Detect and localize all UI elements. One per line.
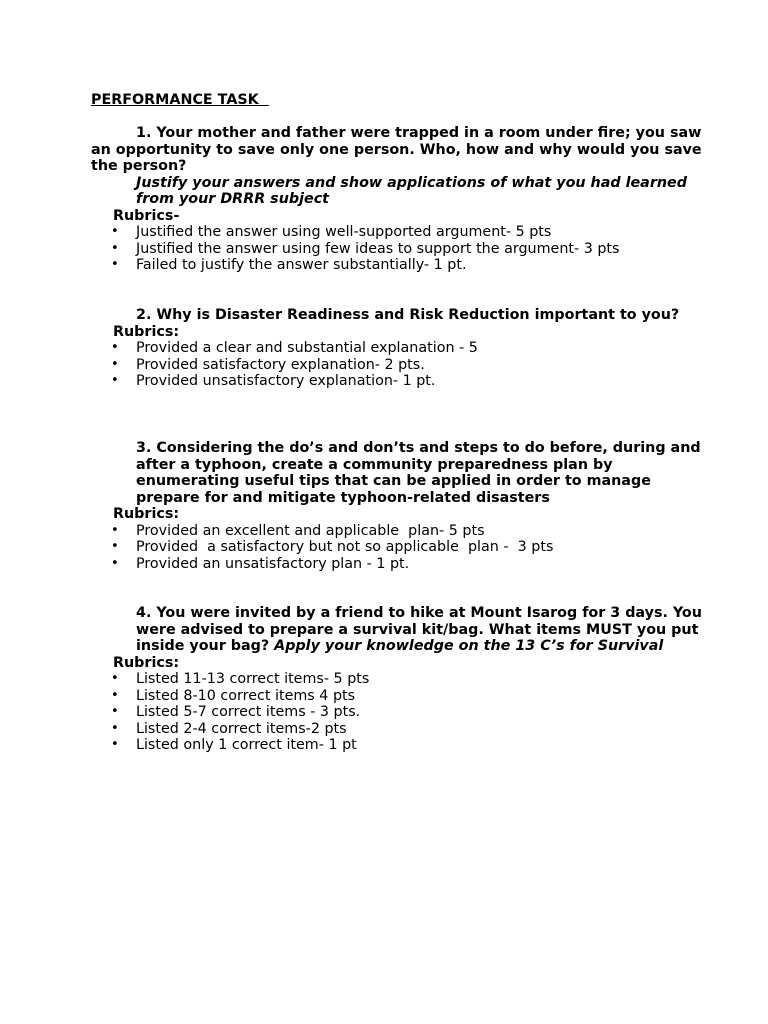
- question-2: [91, 307, 711, 390]
- question-4: [91, 605, 711, 754]
- rubric-item: • Failed to justify the answer substantially- 1 pt.: [111, 257, 467, 273]
- question-4-instruction: Apply your knowledge on the 13 C’s for Survival: [274, 638, 664, 654]
- bullet-icon: •: [111, 257, 119, 272]
- question-1-rubric-list: [91, 224, 711, 274]
- bullet-icon: •: [111, 240, 119, 256]
- question-1-instruction: Justify your answers and show applications of what you had learned from your DRRR subject: [136, 174, 687, 207]
- bullet-icon: •: [111, 737, 119, 752]
- question-3-rubrics-label: Rubrics:: [113, 506, 180, 522]
- question-3-text: 3. Considering the do’s and don’ts and steps to do before, during and after a typhoon, create a community preparedness plan by enumerating useful tips that can be applied in order to manage prepare for and mitigate typhoon-related disasters: [136, 440, 701, 506]
- bullet-icon: •: [111, 720, 119, 736]
- rubric-item: • Provided an unsatisfactory plan - 1 pt.: [111, 555, 410, 572]
- rubric-item: • Provided an excellent and applicable plan- 5 pts: [111, 522, 485, 539]
- question-4-text: 4. You were invited by a friend to hike at Mount Isarog for 3 days. You were advised to prepare a survival kit/bag. What items MUST you put inside your bag? Apply your knowledge on the 13 C’s for Survival: [136, 605, 702, 654]
- rubric-item: • Listed 2-4 correct items-2 pts: [111, 720, 347, 737]
- question-1: [91, 125, 711, 274]
- question-1-rubrics-label: Rubrics-: [113, 207, 180, 224]
- page-title: PERFORMANCE TASK: [91, 92, 269, 108]
- bullet-icon: •: [111, 539, 119, 554]
- bullet-icon: •: [111, 704, 119, 719]
- bullet-icon: •: [111, 224, 119, 239]
- rubric-item: • Listed only 1 correct item- 1 pt: [111, 737, 357, 753]
- rubric-item: • Provided unsatisfactory explanation- 1 pt.: [111, 373, 436, 389]
- bullet-icon: •: [111, 340, 119, 355]
- rubric-item: • Justified the answer using well-supported argument- 5 pts: [111, 224, 552, 240]
- bullet-icon: •: [111, 671, 119, 686]
- rubric-item: • Provided a satisfactory but not so applicable plan - 3 pts: [111, 539, 554, 555]
- bullet-icon: •: [111, 356, 119, 372]
- bullet-icon: •: [111, 687, 119, 703]
- bullet-icon: •: [111, 373, 119, 388]
- bullet-icon: •: [111, 522, 119, 538]
- rubric-item: • Provided satisfactory explanation- 2 pts.: [111, 356, 425, 373]
- question-1-text: 1. Your mother and father were trapped in a room under fire; you saw an opportunity to save only one person. Who, how and why would you save the person?: [91, 125, 702, 174]
- bullet-icon: •: [111, 555, 119, 571]
- rubric-item: • Justified the answer using few ideas to support the argument- 3 pts: [111, 240, 620, 257]
- rubric-item: • Listed 8-10 correct items 4 pts: [111, 687, 356, 704]
- rubric-item: • Listed 11-13 correct items- 5 pts: [111, 671, 370, 687]
- question-3: [91, 440, 711, 572]
- question-2-rubric-list: [91, 340, 711, 390]
- rubric-item: • Listed 5-7 correct items - 3 pts.: [111, 704, 361, 720]
- rubric-item: • Provided a clear and substantial explanation - 5: [111, 340, 478, 356]
- question-2-rubrics-label: Rubrics:: [113, 323, 180, 340]
- question-3-rubric-list: [91, 523, 711, 573]
- question-2-text: 2. Why is Disaster Readiness and Risk Reduction important to you?: [136, 307, 680, 323]
- question-4-rubric-list: [91, 671, 711, 754]
- question-4-rubrics-label: Rubrics:: [113, 654, 180, 671]
